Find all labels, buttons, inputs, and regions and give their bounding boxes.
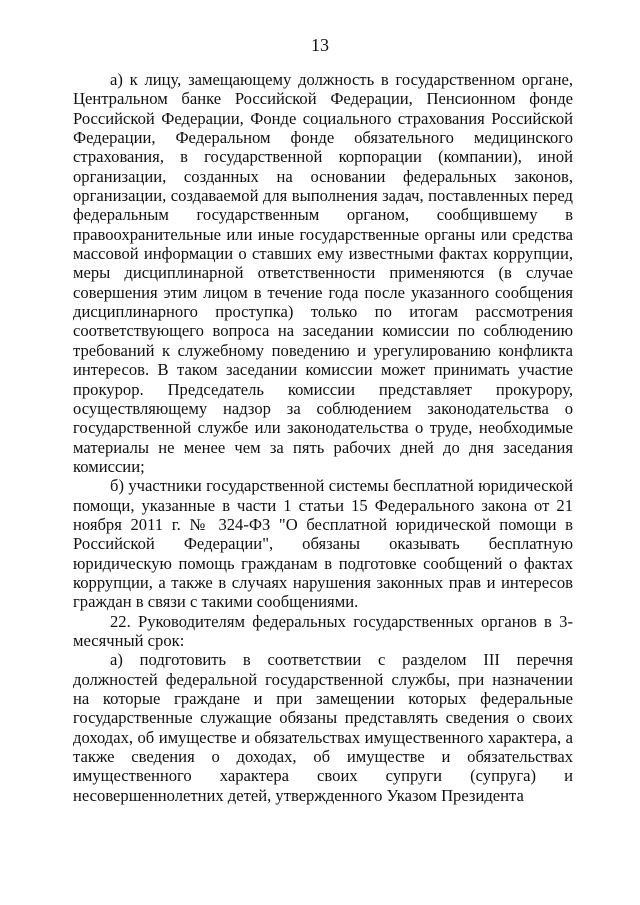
page-number: 13 [311,35,329,55]
paragraph-22a: а) подготовить в соответствии с разделом III перечня должностей федеральной государственной службы, при назначении на которые граждане и при замещении которых федеральные государственные служащие обязаны представлять сведения о своих доходах, об имуществе и обязательствах имущественного характера, а также сведения о доходах, об имуществе и обязательствах имущественного характера своих супруги (супруга) и несовершеннолетних детей, утвержденного Указом Президента [73,650,573,805]
document-body [73,70,573,805]
paragraph-21b: б) участники государственной системы бесплатной юридической помощи, указанные в части 1 статьи 15 Федерального закона от 21 ноября 2011 г. № 324-ФЗ "О бесплатной юридической помощи в Российской Федерации", обязаны оказывать бесплатную юридическую помощь гражданам в подготовке сообщений о фактах коррупции, а также в случаях нарушения законных прав и интересов граждан в связи с такими сообщениями. [73,476,573,612]
paragraph-22: 22. Руководителям федеральных государственных органов в 3-месячный срок: [73,611,573,650]
paragraph-21a: а) к лицу, замещающему должность в государственном органе, Центральном банке Российской Федерации, Пенсионном фонде Российской Федерации, Фонде социального страхования Российской Федерации, Федеральном фонде обязательного медицинского страхования, в государственной корпорации (компании), иной организации, созданных на основании федеральных законов, организации, создаваемой для выполнения задач, поставленных перед федеральным государственным органом, сообщившему в правоохранительные или иные государственные органы или средства массовой информации о ставших ему известными фактах коррупции, меры дисциплинарной ответственности применяются (в случае совершения этим лицом в течение года после указанного сообщения дисциплинарного проступка) только по итогам рассмотрения соответствующего вопроса на заседании комиссии по соблюдению требований к служебному поведению и урегулированию конфликта интересов. В таком заседании комиссии может принимать участие прокурор. Председатель комиссии представляет прокурору, осуществляющему надзор за соблюдением законодательства о государственной службе или законодательства о труде, необходимые материалы не менее чем за пять рабочих дней до дня заседания комиссии; [73,70,573,476]
